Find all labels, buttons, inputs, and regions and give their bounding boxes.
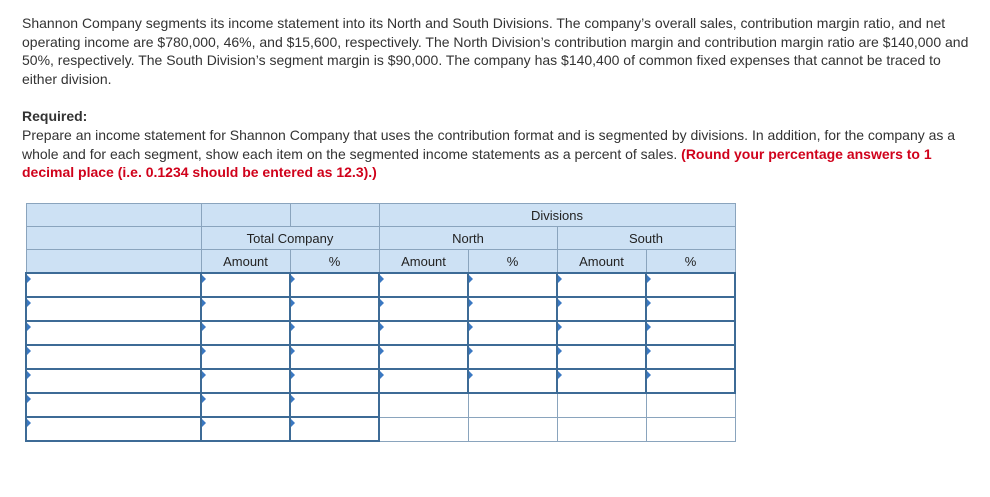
total-percent-input[interactable] <box>290 345 379 369</box>
south-percent-input[interactable] <box>646 273 735 297</box>
total-percent-input[interactable] <box>290 417 379 441</box>
north-percent-input[interactable] <box>468 369 557 393</box>
south-percent-input[interactable] <box>646 369 735 393</box>
north-amount-input[interactable] <box>379 297 468 321</box>
south-amount-input[interactable] <box>557 321 646 345</box>
empty-cell <box>646 417 735 441</box>
total-amount-input[interactable] <box>201 321 290 345</box>
empty-cell <box>379 417 468 441</box>
south-amount-input[interactable] <box>557 273 646 297</box>
header-blank <box>26 250 201 274</box>
line-item-input[interactable] <box>26 297 201 321</box>
total-percent-input[interactable] <box>290 369 379 393</box>
north-amount-input[interactable] <box>379 369 468 393</box>
total-amount-input[interactable] <box>201 417 290 441</box>
percent-header: % <box>468 250 557 274</box>
table-row <box>26 393 735 417</box>
total-amount-input[interactable] <box>201 369 290 393</box>
south-amount-input[interactable] <box>557 297 646 321</box>
table-row <box>26 321 735 345</box>
line-item-input[interactable] <box>26 321 201 345</box>
rounding-note: (Round your percentage answers to 1 decimal place (i.e. 0.1234 should be entered as 12.3).) <box>22 145 932 180</box>
percent-header: % <box>290 250 379 274</box>
south-percent-input[interactable] <box>646 321 735 345</box>
header-row-divisions <box>26 204 735 227</box>
line-item-input[interactable] <box>26 393 201 417</box>
south-header: South <box>557 227 735 250</box>
north-amount-input[interactable] <box>379 273 468 297</box>
amount-header: Amount <box>379 250 468 274</box>
table-row <box>26 369 735 393</box>
total-amount-input[interactable] <box>201 273 290 297</box>
required-title: Required: <box>22 108 88 124</box>
north-percent-input[interactable] <box>468 345 557 369</box>
total-amount-input[interactable] <box>201 345 290 369</box>
problem-paragraph: Shannon Company segments its income statement into its North and South Divisions. The company’s overall sales, contribution margin ratio, and net operating income are $780,000, 46%, and $15,600, respectively. The North Division’s contribution margin and contribution margin ratio are $140,000 and 50%, respectively. The South Division’s segment margin is $90,000. The company has $140,400 of common fixed expenses that cannot be traced to either division. <box>22 15 969 87</box>
south-percent-input[interactable] <box>646 297 735 321</box>
total-amount-input[interactable] <box>201 297 290 321</box>
divisions-header: Divisions <box>379 204 735 227</box>
table-row <box>26 297 735 321</box>
empty-cell <box>557 393 646 417</box>
required-text <box>22 126 972 182</box>
total-percent-input[interactable] <box>290 321 379 345</box>
empty-cell <box>557 417 646 441</box>
south-percent-input[interactable] <box>646 345 735 369</box>
empty-cell <box>646 393 735 417</box>
header-blank <box>26 227 201 250</box>
income-statement-table <box>25 203 736 442</box>
north-header: North <box>379 227 557 250</box>
header-blank <box>201 204 290 227</box>
line-item-input[interactable] <box>26 273 201 297</box>
empty-cell <box>379 393 468 417</box>
line-item-input[interactable] <box>26 417 201 441</box>
north-amount-input[interactable] <box>379 345 468 369</box>
header-row-columns <box>26 250 735 274</box>
south-amount-input[interactable] <box>557 345 646 369</box>
required-instructions: Prepare an income statement for Shannon Company that uses the contribution format and is segmented by divisions. In addition, for the company as a whole and for each segment, show each item on the segmented income statements as a percent of sales. <box>22 127 956 162</box>
total-percent-input[interactable] <box>290 393 379 417</box>
header-row-segments <box>26 227 735 250</box>
north-percent-input[interactable] <box>468 297 557 321</box>
total-amount-input[interactable] <box>201 393 290 417</box>
empty-cell <box>468 393 557 417</box>
north-percent-input[interactable] <box>468 321 557 345</box>
header-blank <box>290 204 379 227</box>
south-amount-input[interactable] <box>557 369 646 393</box>
table-row <box>26 345 735 369</box>
line-item-input[interactable] <box>26 369 201 393</box>
line-item-input[interactable] <box>26 345 201 369</box>
empty-cell <box>468 417 557 441</box>
north-percent-input[interactable] <box>468 273 557 297</box>
table-row <box>26 417 735 441</box>
percent-header: % <box>646 250 735 274</box>
total-company-header: Total Company <box>201 227 379 250</box>
total-percent-input[interactable] <box>290 273 379 297</box>
amount-header: Amount <box>201 250 290 274</box>
header-blank <box>26 204 201 227</box>
table-row <box>26 273 735 297</box>
amount-header: Amount <box>557 250 646 274</box>
north-amount-input[interactable] <box>379 321 468 345</box>
total-percent-input[interactable] <box>290 297 379 321</box>
